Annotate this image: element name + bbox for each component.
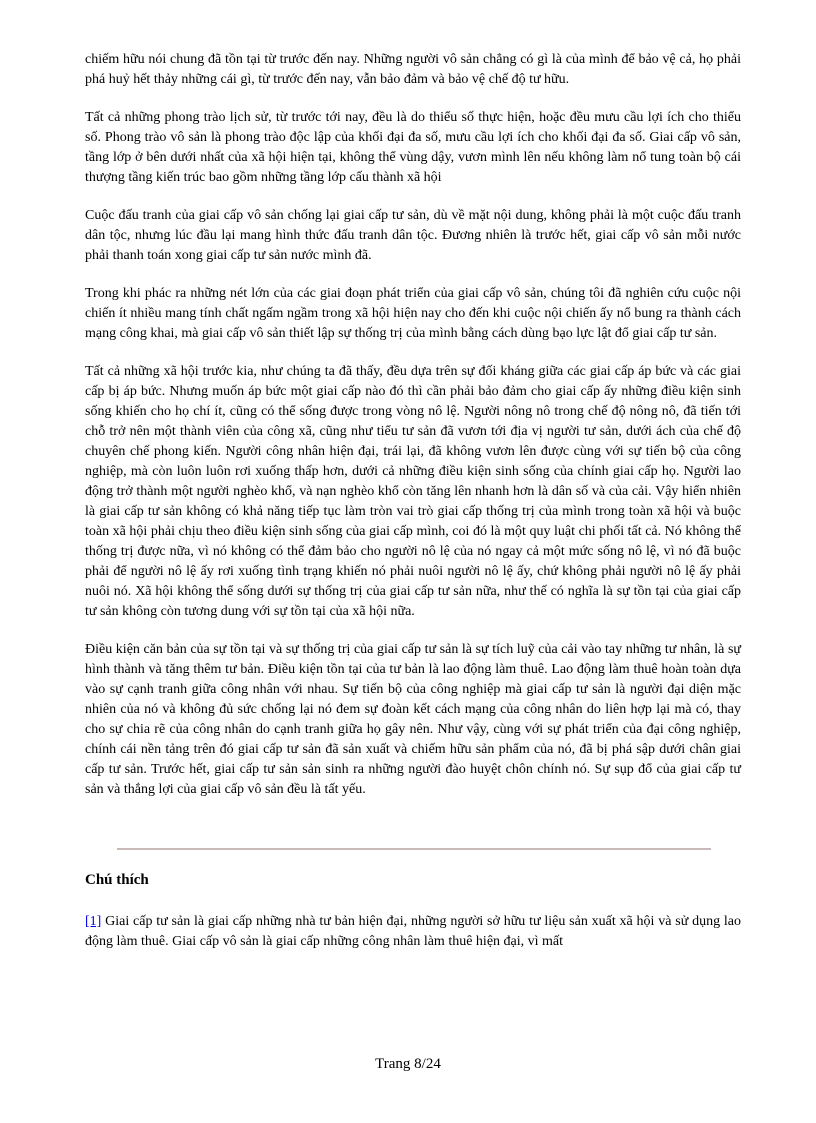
paragraph-1: chiếm hữu nói chung đã tồn tại từ trước đến nay. Những người vô sản chẳng có gì là của mình để bảo vệ cả, họ phải phá huỷ hết thảy những cái gì, từ trước đến nay, vẫn bảo đảm và bảo vệ chế độ tư hữu. xyxy=(85,52,741,87)
footnote-1-link[interactable]: [1] xyxy=(85,914,102,929)
footnote-1-text: Giai cấp tư sản là giai cấp những nhà tư bản hiện đại, những người sở hữu tư liệu sản xuất xã hội và sử dụng lao động làm thuê. Giai cấp vô sản là giai cấp những công nhân làm thuê hiện đại, vì mất xyxy=(85,914,741,949)
paragraph-4: Trong khi phác ra những nét lớn của các giai đoạn phát triển của giai cấp vô sản, chúng tôi đã nghiên cứu cuộc nội chiến ít nhiều mang tính chất ngấm ngầm trong xã hội hiện nay cho đến khi cuộc nội chiến ấy nổ bung ra thành cách mạng công khai, mà giai cấp vô sản thiết lập sự thống trị của mình bằng cách dùng bạo lực lật đổ giai cấp tư sản. xyxy=(85,286,741,341)
document-body xyxy=(85,50,741,952)
paragraph-6: Điều kiện căn bản của sự tồn tại và sự thống trị của giai cấp tư sản là sự tích luỹ của cải vào tay những tư nhân, là sự hình thành và tăng thêm tư bản. Điều kiện tồn tại của tư bản là lao động làm thuê. Lao động làm thuê hoàn toàn dựa vào sự cạnh tranh giữa công nhân với nhau. Sự tiến bộ của công nghiệp mà giai cấp tư sản là người đại diện mặc nhiên của nó và không đủ sức chống lại nó đem sự đoàn kết cách mạng của công nhân do liên hợp lại mà có, thay cho sự chia rẽ của công nhân do cạnh tranh giữa họ gây nên. Như vậy, cùng với sự phát triển của đại công nghiệp, chính cái nền tảng trên đó giai cấp tư sản đã sản xuất và chiếm hữu sản phẩm của nó, đã bị phá sập dưới chân giai cấp tư sản. Trước hết, giai cấp tư sản sản sinh ra những người đào huyệt chôn chính nó. Sự sụp đổ của giai cấp tư sản và thắng lợi của giai cấp vô sản đều là tất yếu. xyxy=(85,642,741,797)
notes-heading: Chú thích xyxy=(85,872,149,888)
paragraph-2: Tất cả những phong trào lịch sử, từ trước tới nay, đều là do thiểu số thực hiện, hoặc đều mưu cầu lợi ích cho thiểu số. Phong trào vô sản là phong trào độc lập của khối đại đa số, mưu cầu lợi ích cho khối đại đa số. Giai cấp vô sản, tầng lớp ở bên dưới nhất của xã hội hiện tại, không thể vùng dậy, vươn mình lên nếu không làm nổ tung toàn bộ cái thượng tầng kiến trúc bao gồm những tầng lớp cấu thành xã hội xyxy=(85,110,741,185)
page-number: Trang 8/24 xyxy=(375,1056,441,1072)
footnote-1 xyxy=(85,912,741,952)
paragraph-5: Tất cả những xã hội trước kia, như chúng ta đã thấy, đều dựa trên sự đối kháng giữa các giai cấp áp bức và các giai cấp bị áp bức. Nhưng muốn áp bức một giai cấp nào đó thì cần phải bảo đảm cho giai cấp ấy những điều kiện sinh sống khiến cho họ chí ít, cũng có thể sống được trong vòng nô lệ. Người nông nô trong chế độ nông nô, đã tiến tới chỗ trở nên một thành viên của công xã, cũng như tiểu tư sản đã vươn tới địa vị người tư sản, dưới ách của chế độ chuyên chế phong kiến. Người công nhân hiện đại, trái lại, đã không vươn lên được cùng với sự tiến bộ của công nghiệp, mà còn luôn luôn rơi xuống thấp hơn, dưới cả những điều kiện sinh sống của chính giai cấp họ. Người lao động trở thành một người nghèo khổ, và nạn nghèo khổ còn tăng lên nhanh hơn là dân số và của cải. Vậy hiển nhiên là giai cấp tư sản không có khả năng tiếp tục làm tròn vai trò giai cấp thống trị của mình trong toàn xã hội và buộc toàn xã hội phải chịu theo điều kiện sinh sống của giai cấp mình, coi đó là một quy luật chi phối tất cả. Nó không thể thống trị được nữa, vì nó không có thể đảm bảo cho người nô lệ của nó ngay cả một mức sống nô lệ, vì nó đã buộc phải để người nô lệ ấy rơi xuống tình trạng khiến nó phải nuôi người nô lệ ấy, chứ không phải người nô lệ ấy phải nuôi nó. Xã hội không thể sống dưới sự thống trị của giai cấp tư sản nữa, như thế có nghĩa là sự tồn tại của giai cấp tư sản không còn tương dung với sự tồn tại của xã hội nữa. xyxy=(85,364,741,619)
paragraph-3: Cuộc đấu tranh của giai cấp vô sản chống lại giai cấp tư sản, dù về mặt nội dung, không phải là một cuộc đấu tranh dân tộc, nhưng lúc đầu lại mang hình thức đấu tranh dân tộc. Đương nhiên là trước hết, giai cấp vô sản mỗi nước phải thanh toán xong giai cấp tư sản nước mình đã. xyxy=(85,208,741,263)
section-divider xyxy=(117,848,711,850)
